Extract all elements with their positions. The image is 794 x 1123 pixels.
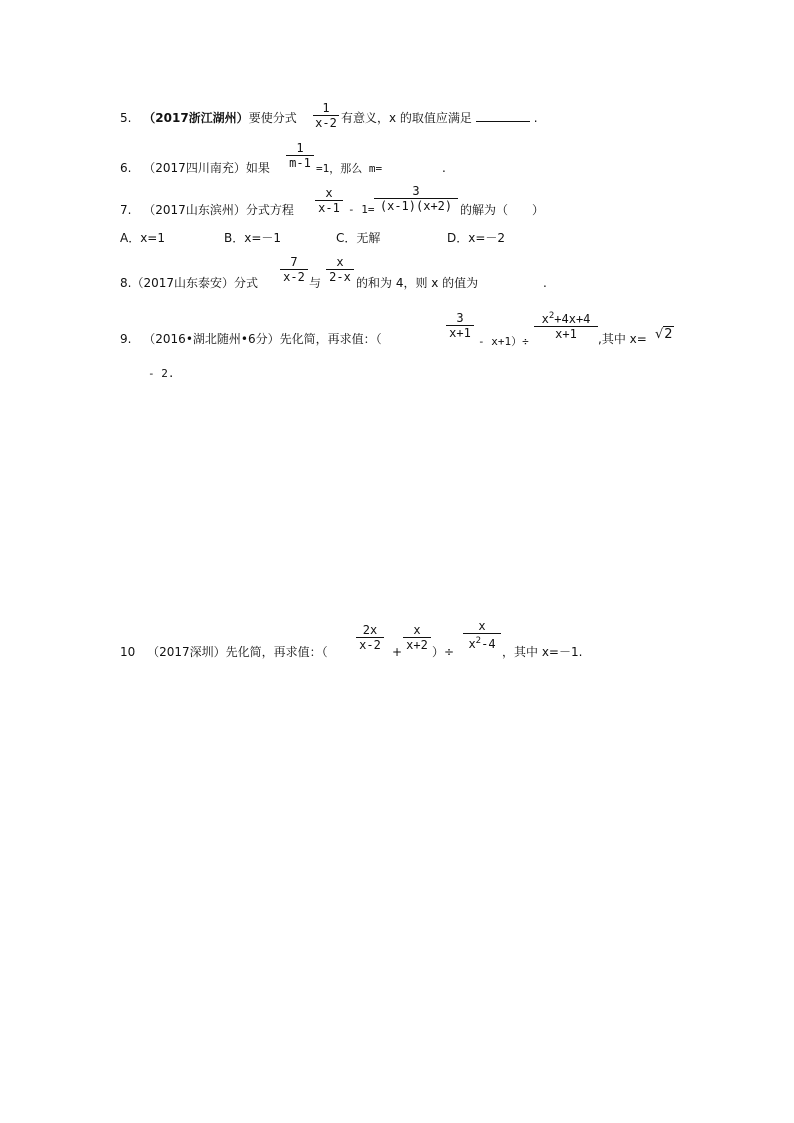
fraction [403, 623, 431, 652]
math-operator: - x+1）÷ [478, 335, 529, 348]
question-9 [120, 329, 382, 349]
question-source: （2017四川南充） [143, 161, 246, 175]
question-text-tail [341, 108, 538, 128]
question-text: 的解为（ ） [460, 203, 545, 217]
fraction [326, 255, 354, 284]
question-number: 5. [120, 111, 132, 125]
fraction-denominator: m-1 [289, 156, 311, 170]
fraction-numerator: 3 [412, 184, 420, 198]
fraction-numerator: $x^2+4x+4$ [541, 311, 591, 326]
question-source: （2017浙江湖州） [143, 111, 249, 125]
math-operator: + [392, 645, 403, 659]
option-a: A．x=1 [120, 231, 166, 245]
question-text: 的和为 4，则 x 的值为 [356, 276, 479, 290]
fraction-numerator: 3 [456, 311, 464, 325]
question-7 [120, 200, 294, 220]
question-number: 9. [120, 332, 132, 346]
option-d: D．x=－2 [447, 231, 506, 245]
fraction [534, 309, 598, 341]
question-5 [120, 108, 297, 128]
fraction [374, 184, 458, 213]
fraction-numerator: 2x [362, 623, 378, 637]
question-source: （2017山东滨州） [143, 203, 246, 217]
question-number: 7. [120, 203, 132, 217]
fraction [286, 141, 314, 170]
question-text: 有意义，x 的取值应满足 [341, 111, 472, 125]
question-number: 10 [120, 645, 136, 659]
fraction-denominator: 2-x [329, 270, 351, 284]
fraction [463, 619, 501, 651]
fraction-numerator: x [336, 255, 344, 269]
question-number: 8. [120, 276, 132, 290]
fraction-denominator: x-2 [359, 638, 381, 652]
fraction-denominator: x-1 [318, 201, 340, 215]
question-text: ，其中 x=－1. [502, 645, 583, 659]
math-operator: - 1= [348, 203, 375, 216]
fraction-numerator: 1 [322, 101, 330, 115]
fraction-denominator: (x-1)(x+2) [379, 199, 453, 213]
fraction-denominator: x-2 [283, 270, 305, 284]
question-text: ,其中 x= [598, 332, 647, 346]
fraction [446, 311, 474, 340]
question-text: 分式 [234, 276, 259, 290]
math-operator: ）÷ [432, 645, 455, 659]
question-text: 要使分式 [248, 111, 297, 125]
fraction-denominator: x+1 [449, 326, 471, 340]
option-b: B．x=－1 [224, 231, 282, 245]
square-root: √2 [655, 327, 673, 342]
fraction-denominator: x-2 [315, 116, 337, 130]
question-text: 如果 [245, 161, 270, 175]
question-text: 先化简，再求值：（ [225, 645, 328, 659]
answer-blank [476, 109, 530, 122]
question-source: （2017山东泰安） [131, 276, 234, 290]
option-c: C．无解 [336, 231, 381, 245]
fraction-numerator: x [325, 186, 333, 200]
question-text: 分式方程 [245, 203, 294, 217]
question-end: . [533, 111, 538, 125]
question-source: （2016•湖北随州•6分） [143, 332, 280, 346]
fraction-numerator: x [413, 623, 421, 637]
question-text-tail [316, 158, 382, 179]
fraction [315, 186, 343, 215]
radicand: 2 [664, 327, 673, 342]
fraction-numerator: 7 [290, 255, 298, 269]
fraction-numerator: 1 [296, 141, 304, 155]
fraction-numerator: x [478, 619, 486, 633]
question-8 [120, 273, 258, 293]
question-source: （2017深圳） [147, 645, 226, 659]
question-6 [120, 158, 270, 178]
question-text: =1，那么 m= [316, 162, 383, 175]
fraction-denominator: x+1 [555, 327, 577, 341]
fraction-denominator: $x^2-4$ [468, 636, 496, 651]
question-10 [120, 642, 328, 662]
question-end: . [442, 161, 446, 175]
question-text: - 2. [148, 367, 175, 380]
fraction [313, 101, 339, 130]
fraction-denominator: x+2 [406, 638, 428, 652]
question-end: . [543, 276, 547, 290]
question-text: 先化简，再求值：（ [279, 332, 382, 346]
question-text: 与 [309, 276, 322, 290]
fraction [356, 623, 384, 652]
fraction [280, 255, 308, 284]
question-number: 6. [120, 161, 132, 175]
